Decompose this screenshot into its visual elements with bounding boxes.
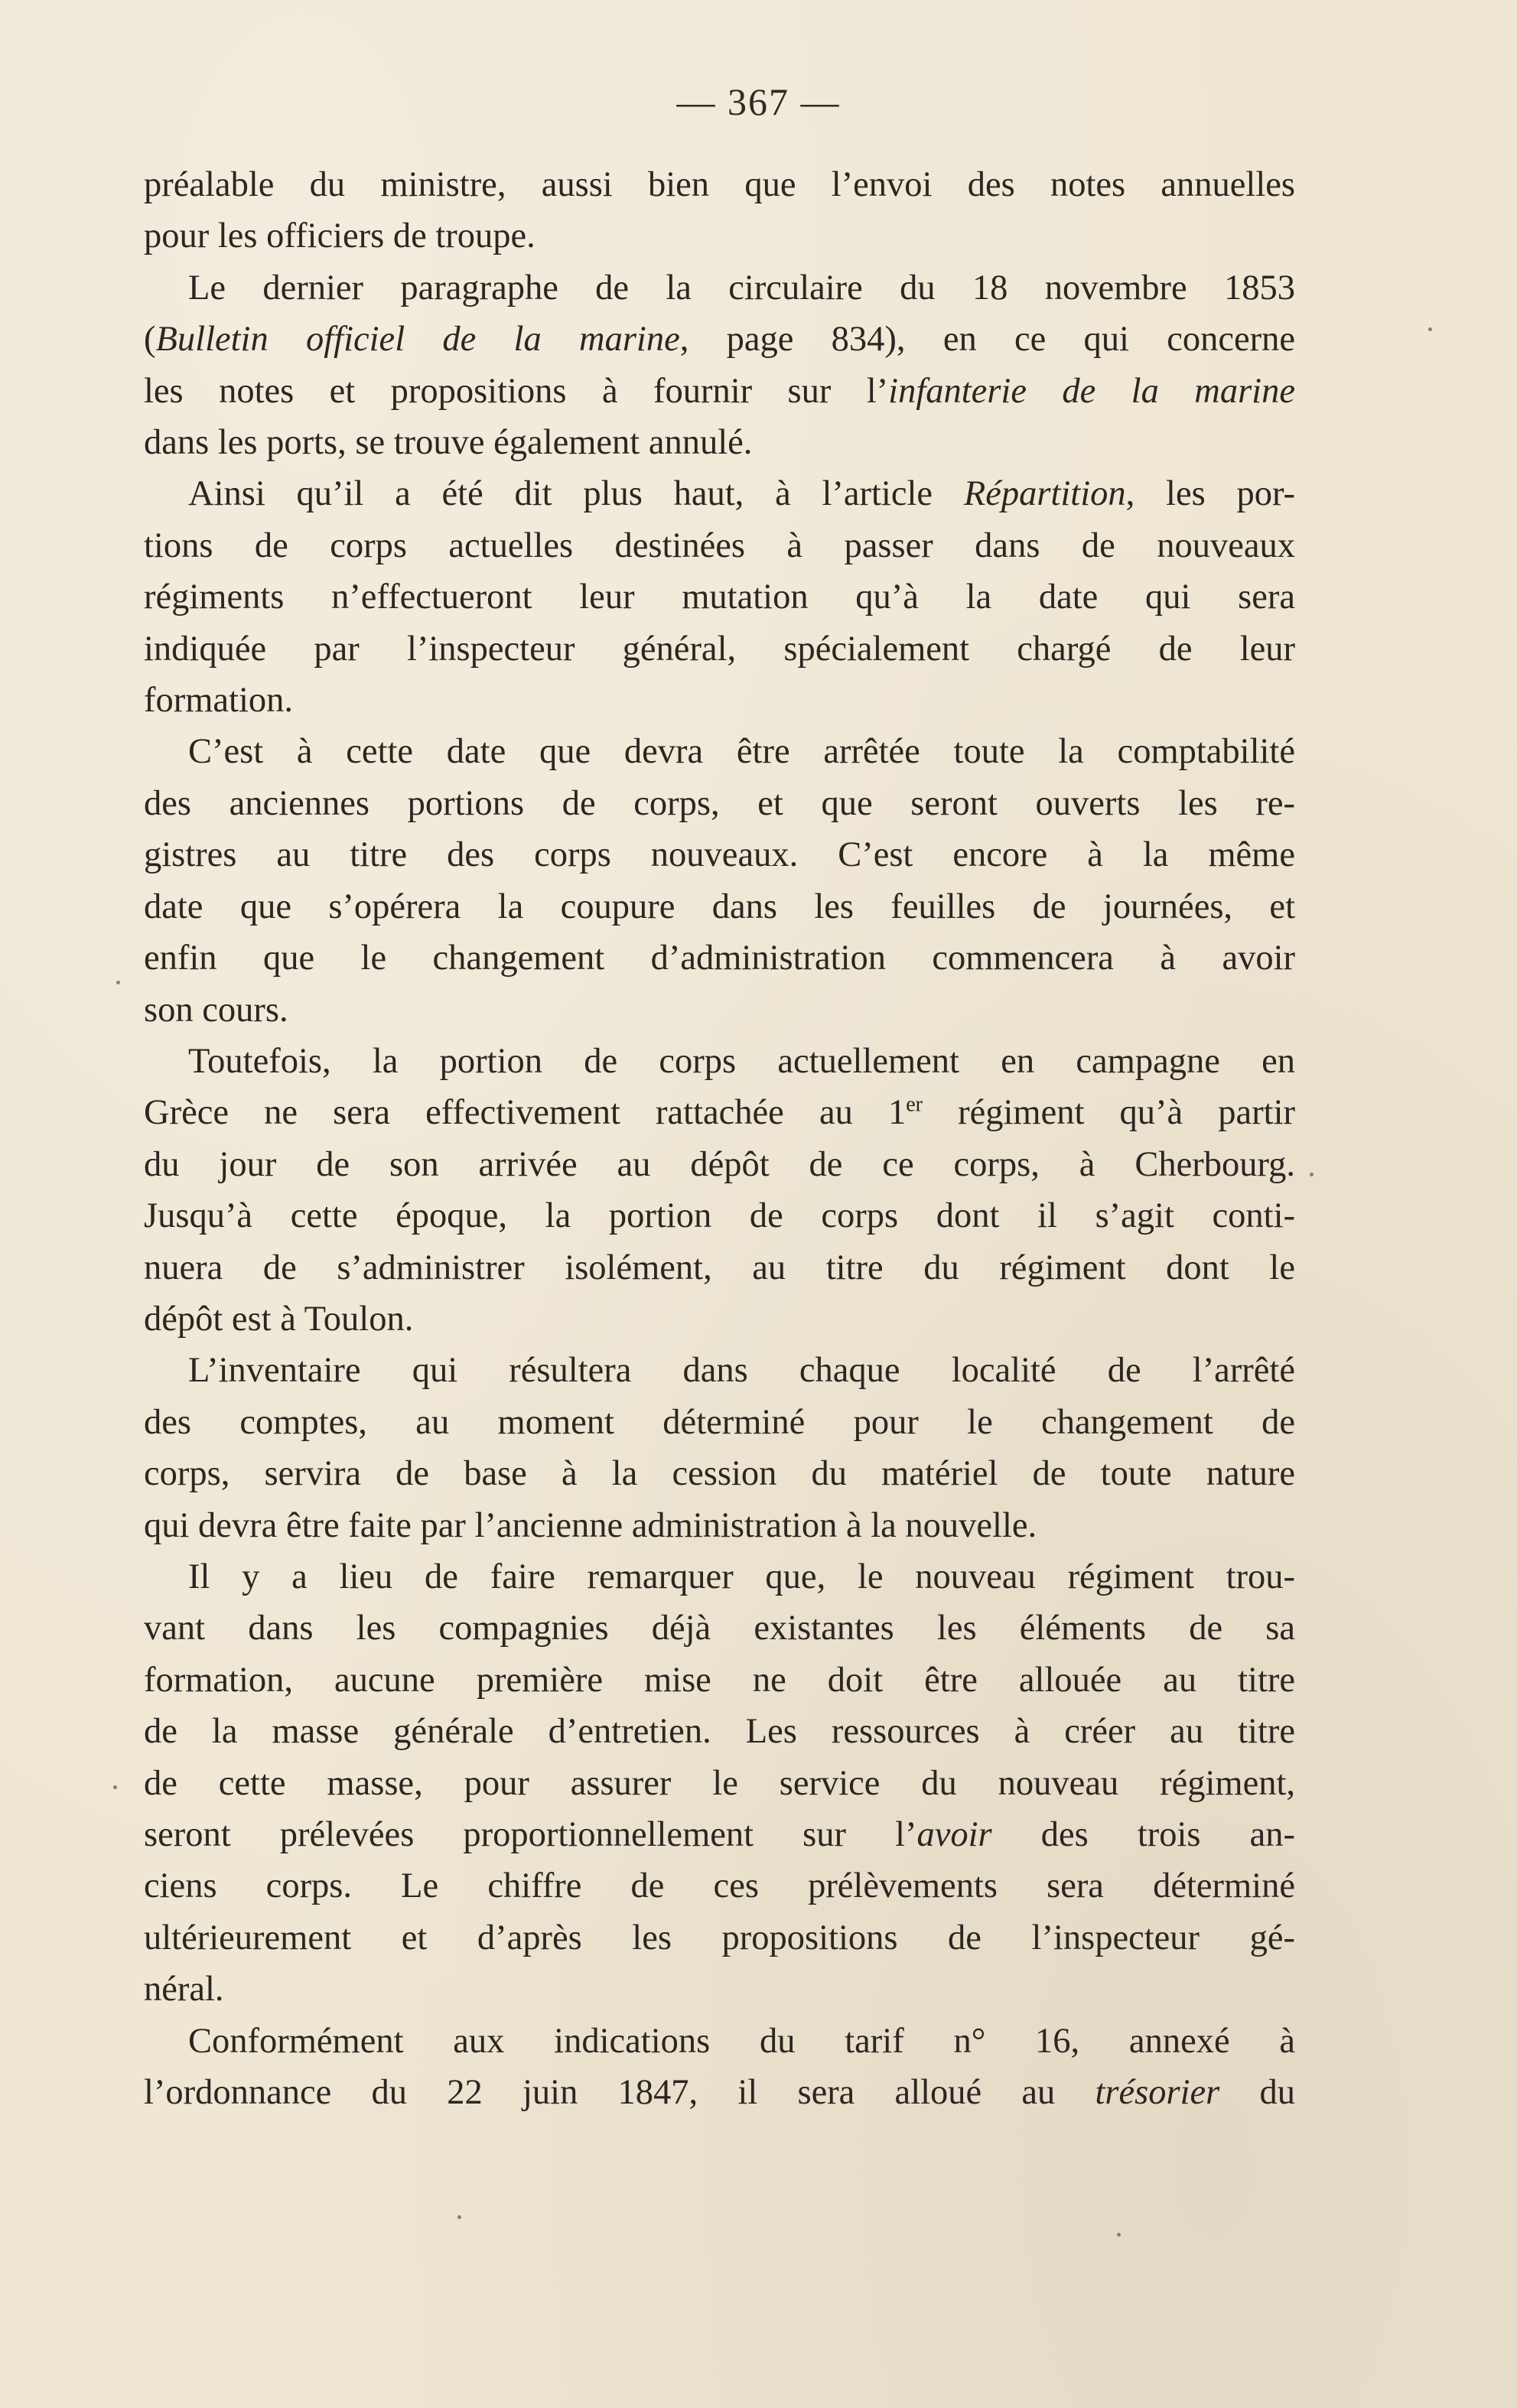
text-line: date que s’opérera la coupure dans les feuilles de journées, et: [144, 887, 1295, 926]
page-number: — 367 —: [676, 80, 841, 123]
text-line: les notes et propositions à fournir sur l’infanterie de la marine: [144, 371, 1295, 411]
body-text: [144, 159, 1295, 2118]
text-line: Le dernier paragraphe de la circulaire du 18 novembre 1853: [188, 268, 1295, 308]
text-line: néral.: [144, 1970, 224, 2009]
text-line: du jour de son arrivée au dépôt de ce corps, à Cherbourg.: [144, 1144, 1295, 1184]
print-speck: [457, 2215, 461, 2219]
text-line: régiments n’effectueront leur mutation qu’à la date qui sera: [144, 578, 1295, 617]
text-line: des comptes, au moment déterminé pour le changement de: [144, 1402, 1295, 1442]
print-speck: [1428, 327, 1432, 331]
text-line: l’ordonnance du 22 juin 1847, il sera alloué au trésorier du: [144, 2073, 1295, 2113]
text-line: Toutefois, la portion de corps actuellement en campagne en: [188, 1041, 1295, 1081]
text-line: de cette masse, pour assurer le service du nouveau régiment,: [144, 1763, 1295, 1803]
text-line: tions de corps actuelles destinées à passer dans de nouveaux: [144, 526, 1295, 565]
print-speck: [113, 1785, 117, 1789]
text-line: formation, aucune première mise ne doit être allouée au titre: [144, 1660, 1295, 1700]
text-line: L’inventaire qui résultera dans chaque localité de l’arrêté: [188, 1351, 1295, 1391]
text-line: préalable du ministre, aussi bien que l’envoi des notes annuelles: [144, 165, 1295, 204]
text-line: Il y a lieu de faire remarquer que, le nouveau régiment trou-: [188, 1557, 1295, 1596]
text-line: formation.: [144, 681, 293, 721]
text-line: ultérieurement et d’après les propositions de l’inspecteur gé-: [144, 1918, 1295, 1957]
text-line: (Bulletin officiel de la marine, page 834), en ce qui concerne: [144, 320, 1296, 360]
text-line: de la masse générale d’entretien. Les ressources à créer au titre: [144, 1712, 1295, 1752]
text-line: Ainsi qu’il a été dit plus haut, à l’article Répartition, les por-: [188, 474, 1295, 514]
text-line: ciens corps. Le chiffre de ces prélèvements sera déterminé: [144, 1866, 1295, 1906]
print-speck: [1310, 1173, 1314, 1176]
text-line: des anciennes portions de corps, et que seront ouverts les re-: [144, 783, 1295, 823]
text-line: dépôt est à Toulon.: [144, 1299, 414, 1339]
print-speck: [1117, 2233, 1121, 2237]
print-speck: [116, 981, 120, 984]
text-line: Conformément aux indications du tarif n° 16, annexé à: [188, 2021, 1295, 2061]
text-line: gistres au titre des corps nouveaux. C’est encore à la même: [144, 835, 1295, 875]
text-line: qui devra être faite par l’ancienne administration à la nouvelle.: [144, 1505, 1037, 1545]
text-line: enfin que le changement d’administration commencera à avoir: [144, 939, 1295, 978]
text-line: son cours.: [144, 990, 288, 1030]
text-line: vant dans les compagnies déjà existantes les éléments de sa: [144, 1609, 1295, 1648]
text-line: Grèce ne sera effectivement rattachée au 1er régiment qu’à partir: [144, 1092, 1296, 1133]
text-line: dans les ports, se trouve également annulé.: [144, 423, 753, 463]
text-line: pour les officiers de troupe.: [144, 216, 536, 256]
text-line: corps, servira de base à la cession du matériel de toute nature: [144, 1454, 1295, 1494]
text-line: Jusqu’à cette époque, la portion de corps dont il s’agit conti-: [144, 1196, 1295, 1236]
text-line: indiquée par l’inspecteur général, spécialement chargé de leur: [144, 629, 1295, 669]
text-line: seront prélevées proportionnellement sur l’avoir des trois an-: [144, 1815, 1295, 1854]
text-line: nuera de s’administrer isolément, au titre du régiment dont le: [144, 1248, 1295, 1287]
text-line: C’est à cette date que devra être arrêtée toute la comptabilité: [188, 732, 1295, 772]
